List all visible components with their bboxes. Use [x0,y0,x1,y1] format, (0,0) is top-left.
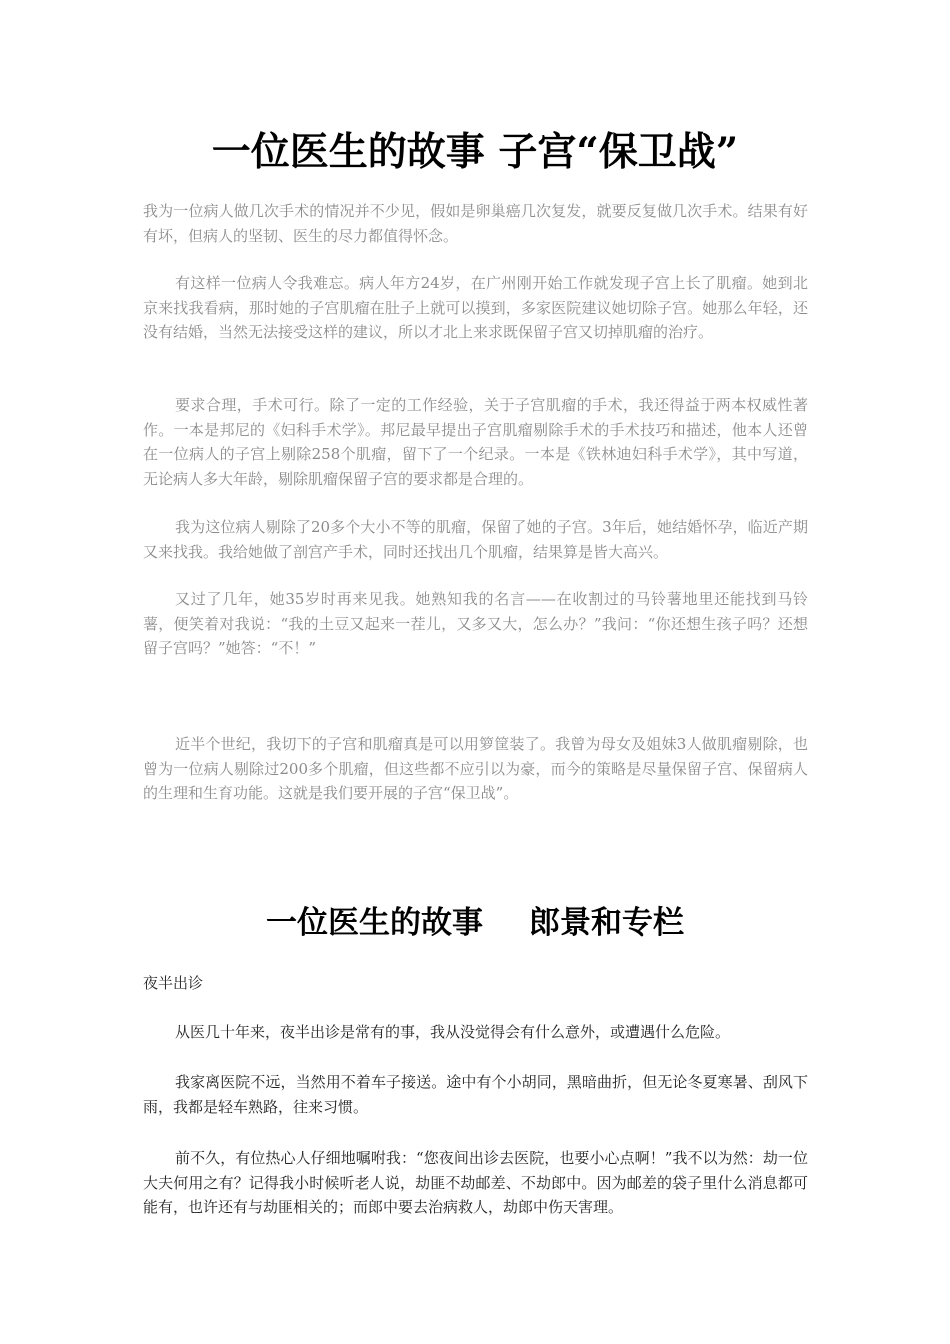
article-title-uterus-defense: 一位医生的故事 子宫“保卫战” [211,129,739,175]
article1-paragraph-4: 我为这位病人剔除了20多个大小不等的肌瘤，保留了她的子宫。3年后，她结婚怀孕，临近产期又来找我。我给她做了剖宫产手术，同时还找出几个肌瘤，结果算是皆大高兴。 [143,518,808,561]
article2-paragraph-3: 前不久，有位热心人仔细地嘱咐我：“您夜间出诊去医院，也要小心点啊！”我不以为然：劫一位大夫何用之有？记得我小时候听老人说，劫匪不劫邮差、不劫郎中。因为邮差的袋子里什么消息都可能有，也许还有与劫匪相关的；而郎中要去治病救人，劫郎中伤天害理。 [143,1149,808,1216]
article2-paragraph-2: 我家离医院不远，当然用不着车子接送。途中有个小胡同，黑暗曲折，但无论冬夏寒暑、刮风下雨，我都是轻车熟路，往来习惯。 [143,1073,808,1116]
section-subheading: 夜半出诊 [143,974,204,992]
article1-paragraph-6: 近半个世纪，我切下的子宫和肌瘤真是可以用箩筐装了。我曾为母女及姐妹3人做肌瘤剔除，也曾为一位病人剔除过200多个肌瘤，但这些都不应引以为豪，而今的策略是尽量保留子宫、保留病人的生理和生育功能。这就是我们要开展的子宫“保卫战”。 [143,735,808,802]
article1-paragraph-3: 要求合理，手术可行。除了一定的工作经验，关于子宫肌瘤的手术，我还得益于两本权威性著作。一本是邦尼的《妇科手术学》。邦尼最早提出子宫肌瘤剔除手术的手术技巧和描述，他本人还曾在一位病人的子宫上剔除258个肌瘤，留下了一个纪录。一本是《铁林迪妇科手术学》，其中写道，无论病人多大年龄，剔除肌瘤保留子宫的要求都是合理的。 [143,396,808,488]
article2-paragraph-1: 从医几十年来，夜半出诊是常有的事，我从没觉得会有什么意外，或遭遇什么危险。 [175,1023,731,1041]
title-column-name: 郎景和专栏 [529,905,684,941]
title-series-name: 一位医生的故事 [266,905,483,941]
article1-paragraph-5: 又过了几年，她35岁时再来见我。她熟知我的名言——在收割过的马铃薯地里还能找到马铃薯，便笑着对我说：“我的土豆又起来一茬儿，又多又大，怎么办？”我问：“你还想生孩子吗？还想留子宫吗？”她答：“不！” [143,590,808,657]
article1-paragraph-2: 有这样一位病人令我难忘。病人年方24岁，在广州刚开始工作就发现子宫上长了肌瘤。她到北京来找我看病，那时她的子宫肌瘤在肚子上就可以摸到，多家医院建议她切除子宫。她那么年轻，还没有结婚，当然无法接受这样的建议，所以才北上来求既保留子宫又切掉肌瘤的治疗。 [143,274,808,341]
article-title-lang-jinghe-column [0,900,950,946]
article1-paragraph-1: 我为一位病人做几次手术的情况并不少见，假如是卵巢癌几次复发，就要反复做几次手术。结果有好有坏，但病人的坚韧、医生的尽力都值得怀念。 [143,202,808,245]
